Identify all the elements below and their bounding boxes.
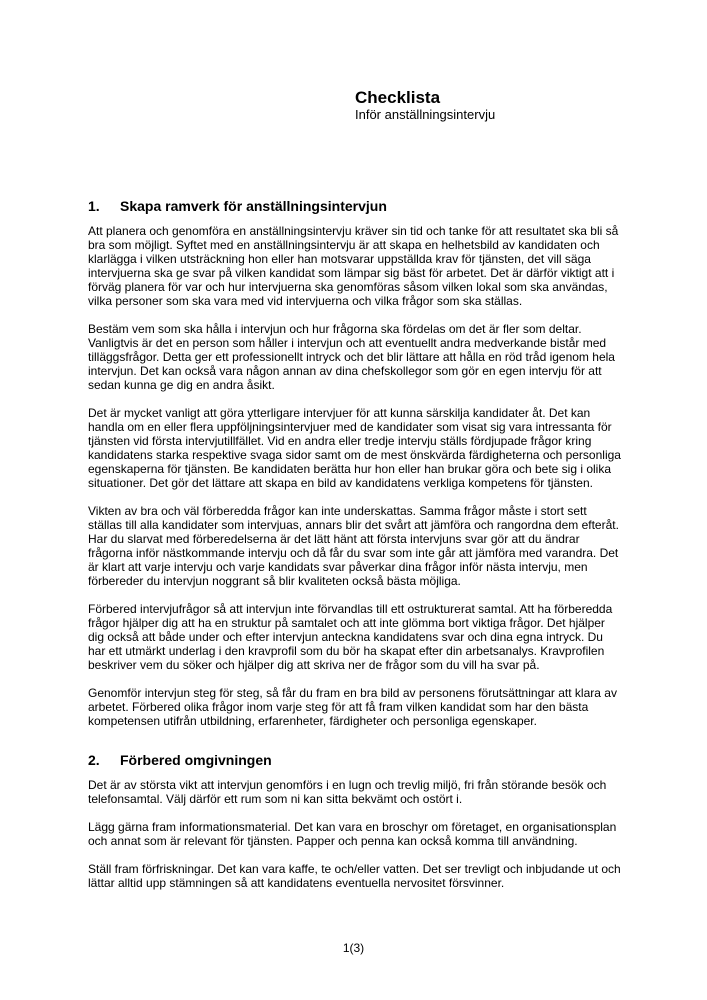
section-2-heading <box>88 752 623 769</box>
paragraph: Förbered intervjufrågor så att intervjun inte förvandlas till ett ostrukturerat samtal. Att ha förberedda frågor hjälper dig att ha en struktur på samtalet och att inte glömma bort viktiga frågor. Det hjälper dig också att både under och efter intervjun anteckna kandidatens svar och dina egna intryck. Du har ett utmärkt underlag i den kravprofil som du bör ha skapat efter din arbetsanalys. Kravprofilen beskriver vem du söker och hjälper dig att skriva ner de frågor som du vill ha svar på. <box>88 602 613 672</box>
section-2 <box>88 752 623 890</box>
paragraph: Det är av största vikt att intervjun genomförs i en lugn och trevlig miljö, fri från störande besök och telefonsamtal. Välj därför ett rum som ni kan sitta bekvämt och ostört i. <box>88 778 607 806</box>
paragraph: Det är mycket vanligt att göra ytterligare intervjuer för att kunna särskilja kandidater åt. Det kan handla om en eller flera uppföljningsintervjuer med de kandidater som visat sig vara intressanta för tjänsten vid första intervjutillfället. Vid en andra eller tredje intervju ställs fördjupade frågor kring kandidatens starka respektive svaga sidor samt om de mest önskvärda färdigheterna och personliga egenskaperna för tjänsten. Be kandidaten berätta hur hon eller han brukar göra och bete sig i olika situationer. Det gör det lättare att skapa en bild av kandidatens verkliga kompetens för tjänsten. <box>88 406 621 490</box>
paragraph: Bestäm vem som ska hålla i intervjun och hur frågorna ska fördelas om det är fler som deltar. Vanligtvis är det en person som håller i intervjun och att eventuellt andra medverkande bistår med tilläggsfrågor. Detta ger ett professionellt intryck och det blir lättare att hålla en röd tråd igenom hela intervjun. Det kan också vara någon annan av dina chefskollegor som gör en egen intervju för att sedan kunna ge dig en andra åsikt. <box>88 322 615 392</box>
doc-subtitle: Inför anställningsintervju <box>355 107 496 122</box>
paragraph: Att planera och genomföra en anställningsintervju kräver sin tid och tanke för att resultatet ska bli så bra som möjligt. Syftet med en anställningsintervju är att skapa en helhetsbild av kandidaten och klarlägga i vilken utsträckning hon eller han motsvarar uppställda krav för tjänsten, det vill säga intervjuerna ska ge svar på vilken kandidat som lämpar sig bäst för arbetet. Det är därför viktigt att i förväg planera för var och hur intervjuerna ska genomföras såsom vilken lokal som ska användas, vilka personer som ska vara med vid intervjuerna och vilka frågor som ska ställas. <box>88 224 619 308</box>
section-2-number: 2. <box>88 752 100 768</box>
paragraph: Ställ fram förfriskningar. Det kan vara kaffe, te och/eller vatten. Det ser trevligt och inbjudande ut och lättar alltid upp stämningen så att kandidatens eventuella nervositet försvinner. <box>88 862 621 890</box>
paragraph: Vikten av bra och väl förberedda frågor kan inte underskattas. Samma frågor måste i stort sett ställas till alla kandidater som intervjuas, annars blir det svårt att jämföra och rangordna dem efteråt. Har du slarvat med förberedelserna är det lätt hänt att första intervjuns svar gör att du ändrar frågorna inför nästkommande intervju och då får du svar som inte går att jämföra med varandra. Det är klart att varje intervju och varje kandidats svar påverkar dina frågor inför nästa intervju, men förbereder du intervjun noggrant så blir kvaliteten också bästa möjliga. <box>88 504 619 588</box>
section-1-heading <box>88 198 623 215</box>
section-1 <box>88 198 623 728</box>
page-number: 1(3) <box>342 941 365 955</box>
document-content <box>88 198 623 904</box>
section-1-number: 1. <box>88 198 100 214</box>
doc-title: Checklista <box>355 88 441 107</box>
paragraph: Lägg gärna fram informationsmaterial. Det kan vara en broschyr om företaget, en organisationsplan och annat som är relevant för tjänsten. Papper och penna kan också komma till användning. <box>88 820 617 848</box>
section-1-heading-text: Skapa ramverk för anställningsintervjun <box>120 198 387 214</box>
title-block <box>355 88 495 123</box>
paragraph: Genomför intervjun steg för steg, så får du fram en bra bild av personens förutsättningar att klara av arbetet. Förbered olika frågor inom varje steg för att få fram vilken kandidat som har den bästa kompetensen utifrån utbildning, erfarenheter, färdigheter och personliga egenskaper. <box>88 686 617 728</box>
section-2-heading-text: Förbered omgivningen <box>120 752 272 768</box>
